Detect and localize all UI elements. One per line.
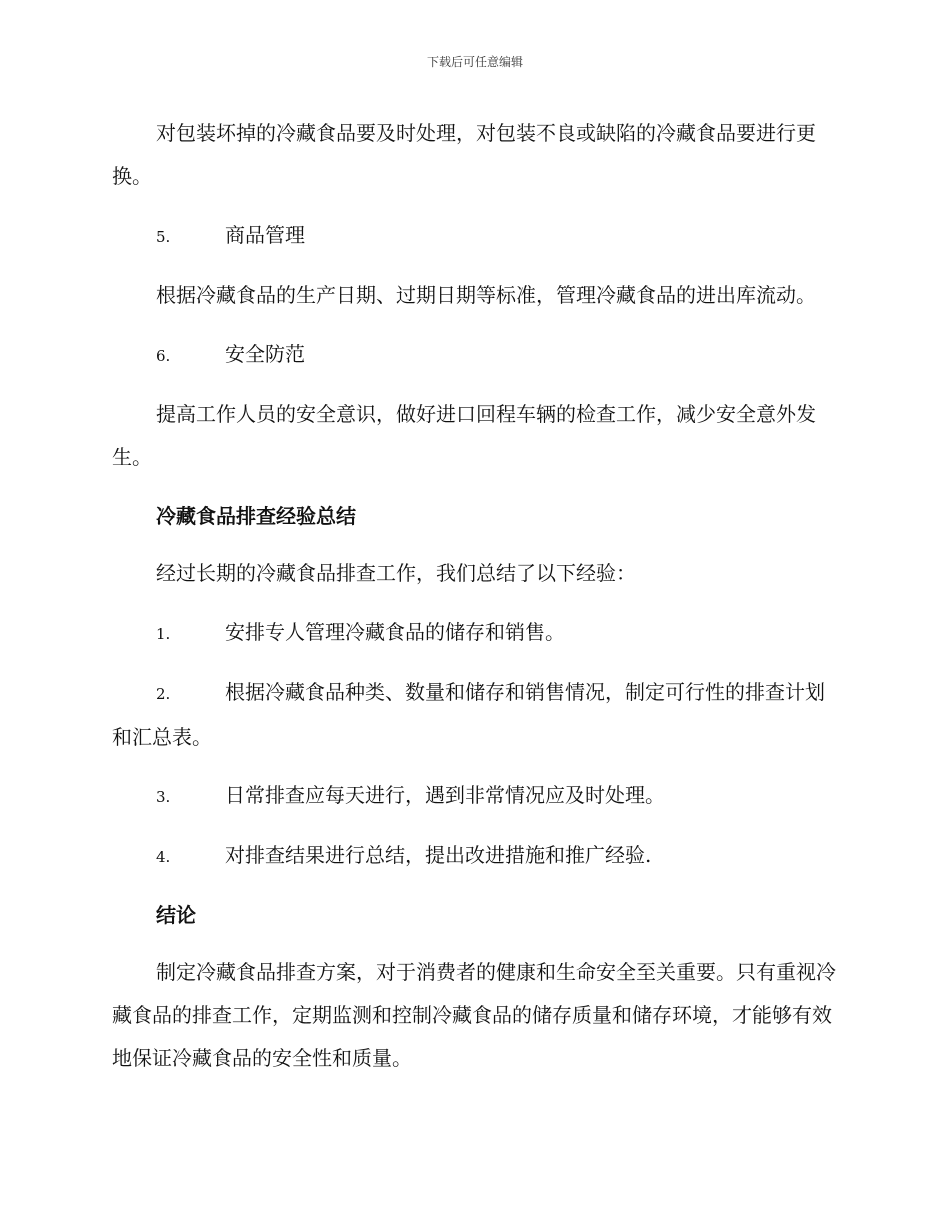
list-item-text: 根据冷藏食品种类、数量和储存和销售情况，制定可行性的排查计划和汇总表。 — [112, 680, 825, 749]
list-item — [112, 671, 838, 759]
list-number: 3. — [156, 788, 171, 806]
paragraph-conclusion: 制定冷藏食品排查方案，对于消费者的健康和生命安全至关重要。只有重视冷藏食品的排查工作，定期监测和控制冷藏食品的储存质量和储存环境，才能够有效地保证冷藏食品的安全性和质量。 — [112, 960, 836, 1070]
list-item-text: 对排查结果进行总结，提出改进措施和推广经验. — [225, 843, 652, 867]
section-heading-conclusion: 结论 — [156, 903, 196, 927]
list-number: 1. — [156, 625, 171, 643]
list-item-text: 商品管理 — [225, 223, 305, 247]
document-body — [112, 112, 838, 1096]
list-item — [112, 834, 838, 879]
paragraph-goods-management: 根据冷藏食品的生产日期、过期日期等标准，管理冷藏食品的进出库流动。 — [156, 283, 816, 307]
page-header: 下载后可任意编辑 — [426, 55, 523, 69]
list-item-text: 日常排查应每天进行，遇到非常情况应及时处理。 — [225, 783, 665, 807]
list-number: 5. — [156, 228, 171, 246]
paragraph-safety: 提高工作人员的安全意识，做好进口回程车辆的检查工作，减少安全意外发生。 — [112, 402, 816, 469]
section-heading-experience: 冷藏食品排查经验总结 — [156, 504, 356, 528]
list-number: 4. — [156, 848, 171, 866]
list-item-text: 安排专人管理冷藏食品的储存和销售。 — [225, 620, 565, 644]
list-item-safety — [112, 333, 838, 378]
list-item-text: 安全防范 — [225, 342, 305, 366]
list-number: 2. — [156, 685, 171, 703]
list-item-goods-management — [112, 214, 838, 259]
paragraph-packaging: 对包装坏掉的冷藏食品要及时处理，对包装不良或缺陷的冷藏食品要进行更换。 — [112, 121, 816, 188]
list-item — [112, 611, 838, 656]
list-item — [112, 774, 838, 819]
list-number: 6. — [156, 347, 171, 365]
paragraph-experience-intro: 经过长期的冷藏食品排查工作，我们总结了以下经验： — [156, 561, 636, 585]
